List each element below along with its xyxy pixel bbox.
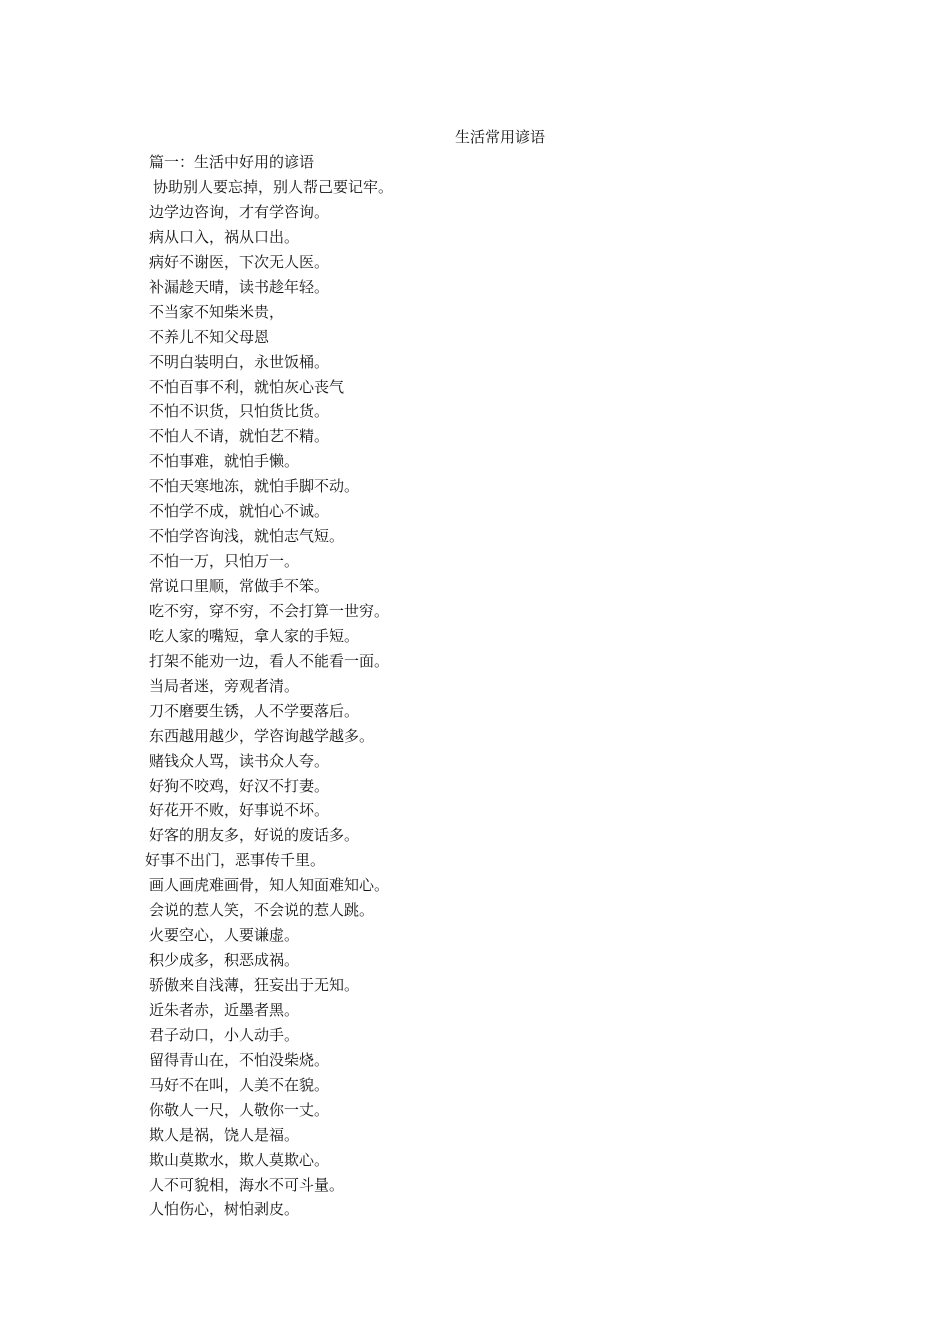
- proverb-line: 好狗不咬鸡，好汉不打妻。: [149, 776, 330, 795]
- proverb-line: 不明白装明白，永世饭桶。: [149, 352, 330, 371]
- section-heading: 篇一：生活中好用的谚语: [149, 153, 315, 171]
- proverb-line: 打架不能劝一边，看人不能看一面。: [149, 651, 390, 670]
- proverb-line: 好事不出门，恶事传千里。: [145, 851, 326, 870]
- proverb-line: 画人画虎难画骨，知人知面难知心。: [149, 876, 390, 895]
- proverb-line: 火要空心，人要谦虚。: [149, 926, 300, 945]
- proverb-line: 刀不磨要生锈，人不学要落后。: [149, 701, 360, 720]
- proverb-line: 留得青山在，不怕没柴烧。: [149, 1050, 330, 1069]
- proverb-line: 好花开不败，好事说不坏。: [149, 801, 330, 820]
- proverb-line: 近朱者赤，近墨者黑。: [149, 1000, 300, 1019]
- proverb-line: 不怕百事不利，就怕灰心丧气: [149, 377, 345, 396]
- proverb-line: 不怕不识货，只怕货比货。: [149, 402, 330, 421]
- proverb-line: 吃人家的嘴短，拿人家的手短。: [149, 626, 360, 645]
- proverb-line: 骄傲来自浅薄，狂妄出于无知。: [149, 976, 360, 994]
- proverb-line: 边学边咨询，才有学咨询。: [149, 202, 330, 221]
- proverb-line: 积少成多，积恶成祸。: [149, 951, 300, 970]
- proverb-line: 不养儿不知父母恩: [149, 327, 270, 346]
- proverb-line: 不怕学咨询浅，就怕志气短。: [149, 527, 345, 546]
- proverb-line: 当局者迷，旁观者清。: [149, 676, 300, 695]
- proverb-line: 人不可貌相，海水不可斗量。: [149, 1175, 345, 1194]
- proverb-line: 好客的朋友多，好说的废话多。: [149, 826, 360, 845]
- document-title: 生活常用谚语: [454, 128, 545, 146]
- proverb-line: 君子动口，小人动手。: [149, 1025, 300, 1044]
- proverb-line: 不怕事难，就怕手懒。: [149, 452, 300, 471]
- proverb-line: 病从口入，祸从口出。: [149, 227, 300, 246]
- proverb-line: 补漏趁天晴，读书趁年轻。: [149, 277, 330, 296]
- proverb-line: 马好不在叫，人美不在貌。: [149, 1075, 330, 1094]
- proverb-line: 赌钱众人骂，读书众人夸。: [149, 751, 330, 770]
- proverb-line: 吃不穷，穿不穷，不会打算一世穷。: [149, 601, 390, 620]
- proverb-line: 病好不谢医，下次无人医。: [149, 252, 330, 271]
- proverb-line: 东西越用越少，学咨询越学越多。: [149, 726, 375, 745]
- proverb-line: 欺人是祸，饶人是福。: [149, 1125, 300, 1144]
- proverb-line: 人怕伤心，树怕剥皮。: [149, 1200, 300, 1219]
- proverb-line: 不当家不知柴米贵，: [149, 302, 285, 321]
- proverb-line: 不怕人不请，就怕艺不精。: [149, 427, 330, 446]
- proverb-line: 你敬人一尺，人敬你一丈。: [149, 1100, 330, 1119]
- proverb-line: 不怕天寒地冻，就怕手脚不动。: [149, 477, 360, 496]
- proverb-line: 不怕一万，只怕万一。: [149, 552, 300, 571]
- proverb-line: 欺山莫欺水，欺人莫欺心。: [149, 1150, 330, 1169]
- proverb-line: 常说口里顺，常做手不笨。: [149, 577, 330, 595]
- proverb-line: 协助别人要忘掉，别人帮己要记牢。: [153, 178, 394, 196]
- proverb-list: [145, 176, 394, 1223]
- proverb-line: 会说的惹人笑，不会说的惹人跳。: [149, 901, 375, 920]
- proverb-line: 不怕学不成，就怕心不诚。: [149, 502, 330, 521]
